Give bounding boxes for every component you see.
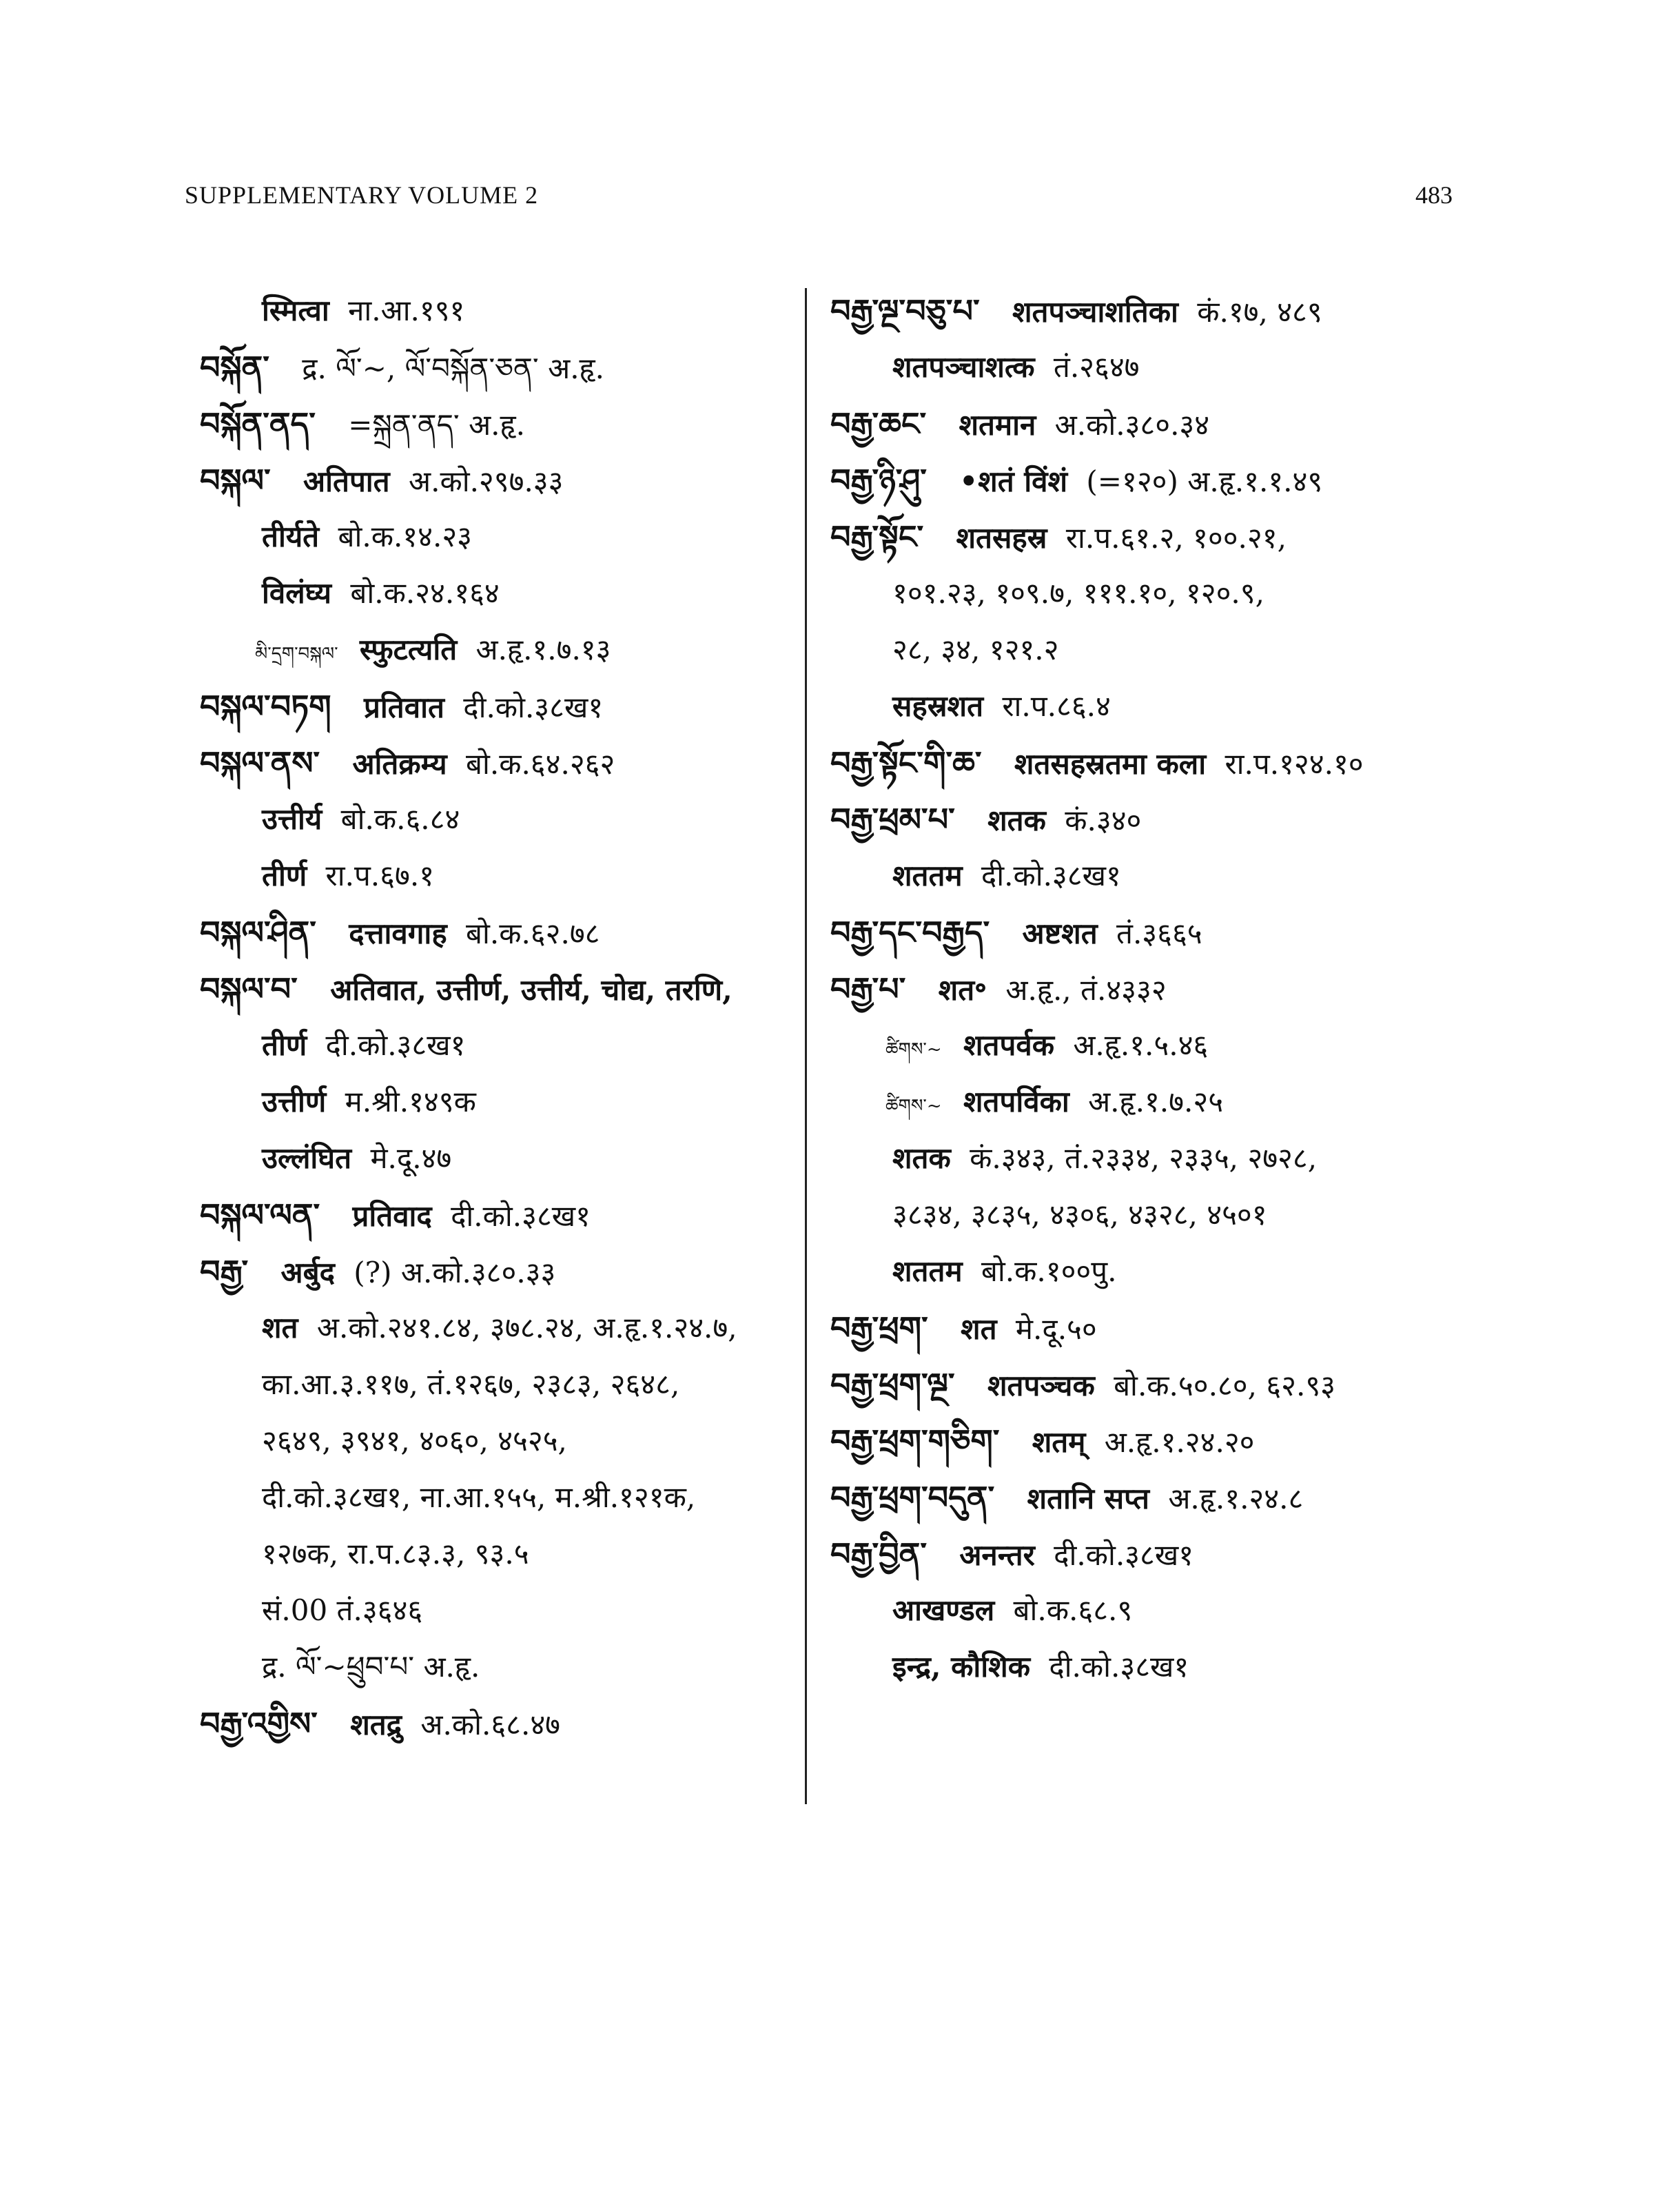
tibetan-headword: བརྒྱ་སྟོང་གི་ཆ་ <box>830 744 982 781</box>
source-reference: बो.क.१४.२३ <box>338 520 473 553</box>
entry-sub-line <box>200 565 799 622</box>
source-reference: ३८३४, ३८३५, ४३०६, ४३२८, ४५०१ <box>892 1198 1267 1232</box>
entry-sub-line <box>200 1130 799 1187</box>
entry-sub-line <box>830 678 1437 735</box>
source-reference: २८, ३४, १२१.२ <box>892 633 1059 666</box>
entry-headword-line <box>830 961 1437 1017</box>
tibetan-headword: བརྒྱ་ཕྲག་གཅིག་ <box>830 1422 1000 1460</box>
sanskrit-equivalent: शतसहस्रतमा कला <box>1014 747 1207 781</box>
source-reference: अ.को.६८.४७ <box>420 1708 561 1741</box>
entry-sub-line <box>200 622 799 678</box>
sanskrit-equivalent: आखण्डल <box>892 1593 995 1627</box>
entry-headword-line <box>200 1695 799 1752</box>
entry-headword-line <box>830 509 1437 565</box>
source-reference: कं.३४० <box>1065 804 1142 837</box>
entry-headword-line <box>200 396 799 452</box>
entry-sub-line <box>200 1017 799 1074</box>
sanskrit-equivalent: तीर्यते <box>262 520 320 553</box>
source-reference: सं.00 तं.३६४६ <box>262 1593 423 1627</box>
sanskrit-equivalent: शतपर्विका <box>963 1085 1069 1118</box>
tibetan-headword: བརྒྱ་བྱིན་ <box>830 1535 927 1573</box>
source-reference: अ.हृ. <box>423 1650 480 1684</box>
source-reference: तं.३६६५ <box>1116 917 1202 950</box>
source-reference: बो.क.६४.२६२ <box>465 747 615 781</box>
entry-sub-line <box>830 1017 1437 1074</box>
tibetan-headword: བསྐོན་ <box>200 349 269 386</box>
tibetan-headword: བསྐོན་ནད་ <box>200 405 316 442</box>
sanskrit-equivalent: शत॰ <box>938 973 987 1007</box>
sanskrit-equivalent: शतमान <box>959 408 1036 442</box>
tibetan-headword: བརྒྱ་ཆང་ <box>830 405 927 442</box>
source-reference: अ.हृ.१.२४.८ <box>1168 1482 1304 1515</box>
entry-headword-line <box>830 1300 1437 1356</box>
tibetan-headword: བརྒྱ་ལྔ་བཅུ་པ་ <box>830 292 980 329</box>
entry-headword-line <box>200 735 799 791</box>
sanskrit-equivalent: प्रतिवात <box>364 691 444 724</box>
entry-headword-line <box>830 283 1437 339</box>
source-reference: म.श्री.१४९क <box>345 1085 476 1118</box>
source-reference: दी.को.३८ख१, ना.आ.१५५, म.श्री.१२१क, <box>262 1480 696 1514</box>
sanskrit-equivalent: दत्तावगाह <box>349 917 447 950</box>
source-reference: द्र. ལོ་~, ལོ་བསྐོན་ཅན་ <box>302 351 539 385</box>
page-number: 483 <box>1415 181 1453 209</box>
entry-sub-line <box>830 565 1437 622</box>
source-reference: रा.प.६७.१ <box>325 859 435 892</box>
sanskrit-equivalent: शतद्रु <box>350 1708 402 1741</box>
source-reference: अ.को.२४१.८४, ३७८.२४, अ.हृ.१.२४.७, <box>316 1311 737 1345</box>
sanskrit-equivalent: •शतं विंशं <box>959 464 1068 498</box>
sanskrit-equivalent: अर्बुद <box>280 1256 335 1289</box>
entry-sub-line <box>200 1469 799 1526</box>
tibetan-headword: བསྐལ་བ་ <box>200 970 298 1008</box>
tibetan-headword: བརྒྱ་ཕྲག་བདུན་ <box>830 1479 995 1516</box>
entry-sub-line <box>200 509 799 565</box>
sanskrit-equivalent: उत्तीर्य <box>262 802 322 836</box>
sanskrit-equivalent: स्मित्वा <box>262 294 329 327</box>
source-reference: बो.क.५०.८०, ६२.९३ <box>1114 1369 1336 1402</box>
tibetan-headword: བརྒྱ་ <box>200 1253 249 1290</box>
sanskrit-equivalent: अष्टशत <box>1022 917 1098 950</box>
source-reference: दी.को.३८ख१ <box>451 1199 591 1233</box>
tibetan-headword: བསྐལ་ཤིན་ <box>200 914 316 951</box>
entry-sub-line <box>830 1243 1437 1300</box>
sanskrit-equivalent: अतिपात <box>303 464 390 498</box>
entry-sub-line <box>830 1582 1437 1639</box>
source-reference: अ.हृ.१.७.२५ <box>1088 1085 1224 1118</box>
source-reference: अ.को.२९७.३३ <box>409 464 564 498</box>
tibetan-headword: བསྐལ་ <box>200 462 271 499</box>
sanskrit-equivalent: शतक <box>987 804 1046 837</box>
entry-sub-line <box>830 1187 1437 1243</box>
entry-headword-line <box>830 396 1437 452</box>
source-reference: द्र. ལོ་~ཕྲུབ་པ་ <box>262 1650 415 1684</box>
sanskrit-equivalent: उत्तीर्ण <box>262 1085 327 1118</box>
sanskrit-equivalent: शत <box>961 1312 997 1346</box>
source-reference: दी.को.३८ख१ <box>463 691 604 724</box>
entry-headword-line <box>200 1243 799 1300</box>
entry-headword-line <box>200 339 799 396</box>
source-reference: कं.१७, ४८९ <box>1197 295 1322 329</box>
source-reference: दी.को.३८ख१ <box>981 859 1121 892</box>
sanskrit-equivalent: अनन्तर <box>959 1538 1035 1572</box>
running-head: SUPPLEMENTARY VOLUME 2 <box>185 181 539 209</box>
entry-headword-line <box>200 452 799 509</box>
sanskrit-equivalent: शत <box>262 1311 298 1345</box>
source-reference: १०१.२३, १०९.७, १११.१०, १२०.९, <box>892 576 1264 610</box>
source-reference: अ.हृ.१.७.१३ <box>475 633 611 666</box>
sanskrit-equivalent: तीर्ण <box>262 1028 307 1062</box>
entry-sub-line <box>200 1300 799 1356</box>
sanskrit-equivalent: शतम् <box>1032 1425 1086 1459</box>
sanskrit-equivalent: अतिक्रम्य <box>352 747 447 781</box>
entry-sub-line <box>200 1074 799 1130</box>
entry-headword-line <box>830 735 1437 791</box>
entry-headword-line <box>200 961 799 1017</box>
source-reference: १२७क, रा.प.८३.३, ९३.५ <box>262 1537 529 1571</box>
tibetan-prefix: ཚིགས་~ <box>885 1039 942 1060</box>
source-reference: का.आ.३.११७, तं.१२६७, २३८३, २६४८, <box>262 1367 680 1401</box>
source-reference: रा.प.६१.२, १००.२१, <box>1065 521 1287 555</box>
entry-sub-line <box>200 1413 799 1469</box>
sanskrit-equivalent: प्रतिवाद <box>352 1199 432 1233</box>
entry-headword-line <box>830 904 1437 961</box>
entry-sub-line <box>830 1639 1437 1695</box>
source-reference: (=१२०) अ.हृ.१.१.४९ <box>1086 464 1323 498</box>
tibetan-headword: བརྒྱ་ཕྲག་ལྔ་ <box>830 1366 955 1403</box>
source-reference: बो.क.६.८४ <box>340 802 460 836</box>
source-reference: मे.दू.४७ <box>370 1141 452 1175</box>
sanskrit-equivalent: सहस्रशत <box>892 689 984 723</box>
sanskrit-equivalent: विलंघ्य <box>262 576 332 610</box>
entry-sub-line <box>200 1639 799 1695</box>
tibetan-headword: བརྒྱ་ཉི་ཤུ་ <box>830 462 927 499</box>
entry-sub-line <box>830 848 1437 904</box>
source-reference: बो.क.६८.९ <box>1013 1593 1133 1627</box>
sanskrit-equivalent: शततम <box>892 859 963 892</box>
source-reference: दी.को.३८ख१ <box>325 1028 466 1062</box>
entry-headword-line <box>200 678 799 735</box>
entry-headword-line <box>830 791 1437 848</box>
tibetan-headword: བརྒྱ་ཕྲག་ <box>830 1309 928 1347</box>
entry-sub-line <box>200 848 799 904</box>
sanskrit-equivalent: तीर्ण <box>262 859 307 892</box>
source-reference: कं.३४३, तं.२३३४, २३३५, २७२८, <box>970 1141 1318 1175</box>
tibetan-headword: བརྒྱ་ཕྲམ་པ་ <box>830 801 955 838</box>
entry-headword-line <box>830 452 1437 509</box>
tibetan-headword: བརྒྱ་དང་བརྒྱད་ <box>830 914 990 951</box>
source-reference: बो.क.२४.१६४ <box>350 576 500 610</box>
sanskrit-equivalent: शतक <box>892 1141 951 1175</box>
source-reference: अ.हृ. <box>548 351 604 385</box>
sanskrit-equivalent: उल्लंघित <box>262 1141 352 1175</box>
tibetan-prefix: མི་དྲག་བསྐལ་ <box>255 644 338 664</box>
source-reference: दी.को.३८ख१ <box>1054 1538 1194 1572</box>
source-reference: बो.क.६२.७८ <box>465 917 600 950</box>
tibetan-headword: བསྐལ་བཏག <box>200 688 331 725</box>
entry-headword-line <box>200 1187 799 1243</box>
sanskrit-equivalent: स्फुटत्यति <box>359 633 458 666</box>
entry-sub-line <box>200 1526 799 1582</box>
source-reference: अ.को.३८०.३४ <box>1054 408 1210 442</box>
entry-sub-line <box>200 283 799 339</box>
entry-headword-line <box>830 1469 1437 1526</box>
source-reference: मे.दू.५० <box>1015 1312 1097 1346</box>
sanskrit-equivalent: शतसहस्र <box>956 521 1047 555</box>
entry-headword-line <box>200 904 799 961</box>
entry-headword-line <box>830 1413 1437 1469</box>
tibetan-headword: བརྒྱ་སྟོང་ <box>830 518 924 555</box>
sanskrit-equivalent: अतिवात, उत्तीर्ण, उत्तीर्य, चोद्य, तरणि, <box>330 973 733 1007</box>
left-column <box>200 283 799 1752</box>
tibetan-headword: བསྐལ་ལན་ <box>200 1196 320 1234</box>
source-reference: बो.क.१००पु. <box>981 1254 1117 1288</box>
source-reference: ना.आ.१९१ <box>348 294 465 327</box>
sanskrit-equivalent: शतपञ्चाशतिका <box>1012 295 1178 329</box>
source-reference: =སྐྲན་ནད་ अ.हृ. <box>348 408 525 442</box>
entry-headword-line <box>830 1356 1437 1413</box>
source-reference: रा.प.१२४.१० <box>1225 747 1364 781</box>
source-reference: रा.प.८६.४ <box>1002 689 1111 723</box>
sanskrit-equivalent: शतपञ्चाशत्क <box>892 350 1035 384</box>
source-reference: तं.२६४७ <box>1053 350 1140 384</box>
entry-sub-line <box>830 622 1437 678</box>
page-header <box>185 181 1453 222</box>
source-reference: अ.हृ.१.५.४६ <box>1073 1028 1209 1062</box>
tibetan-headword: བརྒྱ་པ་ <box>830 970 906 1008</box>
sanskrit-equivalent: शतपर्वक <box>963 1028 1054 1062</box>
tibetan-headword: བརྒྱ་འགྱིས་ <box>200 1705 318 1742</box>
sanskrit-equivalent: शततम <box>892 1254 963 1288</box>
right-column <box>830 283 1437 1695</box>
entry-sub-line <box>200 791 799 848</box>
entry-headword-line <box>830 1526 1437 1582</box>
entry-sub-line <box>200 1356 799 1413</box>
tibetan-headword: བསྐལ་ནས་ <box>200 744 320 781</box>
source-reference: अ.हृ.१.२४.२० <box>1104 1425 1255 1459</box>
column-divider <box>805 288 807 1804</box>
source-reference: (?) अ.को.३८०.३३ <box>354 1256 556 1289</box>
source-reference: २६४९, ३९४१, ४०६०, ४५२५, <box>262 1424 567 1458</box>
sanskrit-equivalent: शतपञ्चक <box>987 1369 1095 1402</box>
sanskrit-equivalent: शतानि सप्त <box>1027 1482 1149 1515</box>
entry-sub-line <box>200 1582 799 1639</box>
tibetan-prefix: ཚིགས་~ <box>885 1096 942 1116</box>
sanskrit-equivalent: इन्द्र, कौशिक <box>892 1650 1030 1684</box>
source-reference: दी.को.३८ख१ <box>1049 1650 1189 1684</box>
entry-sub-line <box>830 1074 1437 1130</box>
entry-sub-line <box>830 339 1437 396</box>
source-reference: अ.हृ., तं.४३३२ <box>1005 973 1167 1007</box>
entry-sub-line <box>830 1130 1437 1187</box>
